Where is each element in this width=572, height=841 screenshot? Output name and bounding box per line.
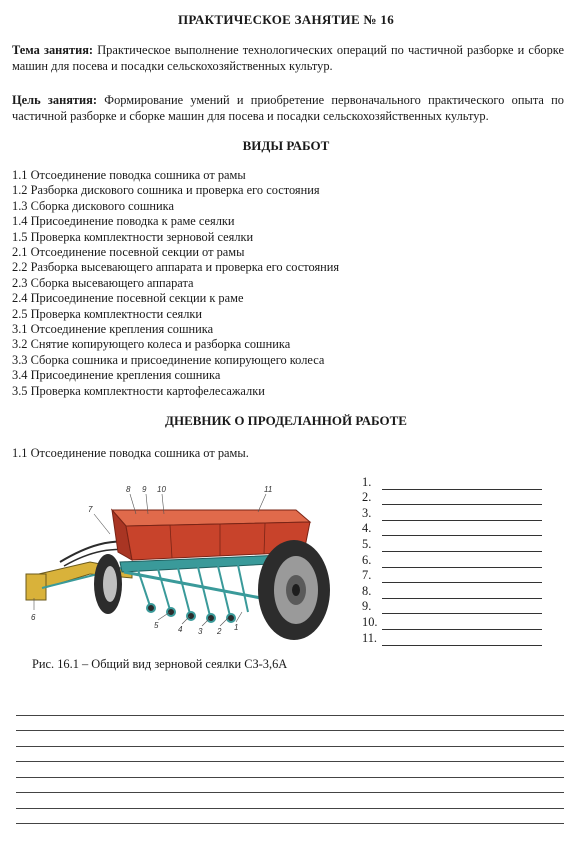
part-answer-line[interactable] — [382, 509, 542, 521]
list-item: 1.5 Проверка комплектности зерновой сеялки — [12, 229, 254, 244]
diary-heading: ДНЕВНИК О ПРОДЕЛАННОЙ РАБОТЕ — [165, 413, 407, 428]
list-item — [362, 583, 542, 599]
figure-callout: 1 — [234, 623, 239, 632]
writing-line[interactable] — [16, 731, 564, 747]
figure-callout: 7 — [88, 505, 93, 514]
diary-subheading: 1.1 Отсоединение поводка сошника от рамы. — [12, 446, 249, 460]
part-answer-line[interactable] — [382, 602, 542, 614]
part-number: 8. — [362, 583, 372, 598]
list-item — [362, 505, 542, 521]
list-item — [362, 568, 542, 584]
list-item: 3.3 Сборка сошника и присоединение копирующего колеса — [12, 352, 325, 367]
part-number: 2. — [362, 490, 372, 505]
list-item — [362, 536, 542, 552]
wheel-right — [258, 540, 330, 640]
list-item: 1.4 Присоединение поводка к раме сеялки — [12, 214, 235, 229]
wheel-left — [94, 554, 122, 614]
seeder-illustration — [20, 478, 340, 650]
list-item — [362, 630, 542, 646]
figure-callout: 9 — [142, 485, 147, 494]
part-number: 9. — [362, 599, 372, 614]
list-item: 3.5 Проверка комплектности картофелесажалки — [12, 383, 265, 398]
list-item — [362, 474, 542, 490]
figure-callout: 11 — [264, 485, 273, 494]
writing-line[interactable] — [16, 747, 564, 763]
part-answer-line[interactable] — [382, 478, 542, 490]
list-item: 1.2 Разборка дискового сошника и проверка его состояния — [12, 183, 320, 198]
part-answer-line[interactable] — [382, 540, 542, 552]
parts-list — [362, 474, 542, 646]
writing-line[interactable] — [16, 762, 564, 778]
part-number: 10. — [362, 614, 378, 629]
writing-line[interactable] — [16, 809, 564, 825]
list-item — [362, 490, 542, 506]
part-answer-line[interactable] — [382, 618, 542, 630]
part-answer-line[interactable] — [382, 587, 542, 599]
figure-callout: 4 — [178, 625, 183, 634]
list-item — [362, 614, 542, 630]
part-answer-line[interactable] — [382, 634, 542, 646]
writing-lines — [16, 700, 564, 824]
topic-label: Тема занятия: — [12, 43, 94, 57]
list-item: 2.4 Присоединение посевной секции к раме — [12, 291, 244, 306]
part-number: 7. — [362, 568, 372, 583]
part-answer-line[interactable] — [382, 556, 542, 568]
list-item: 2.3 Сборка высевающего аппарата — [12, 275, 194, 290]
part-number: 6. — [362, 552, 372, 567]
part-number: 1. — [362, 474, 372, 489]
list-item: 1.3 Сборка дискового сошника — [12, 198, 175, 213]
list-item: 2.1 Отсоединение посевной секции от рамы — [12, 245, 245, 260]
part-answer-line[interactable] — [382, 571, 542, 583]
figure-callout: 2 — [217, 627, 222, 636]
topic-text: Практическое выполнение технологических операций по частичной разборке и сборке машин для посева и посадки сельскохозяйственных культур. — [12, 43, 564, 73]
list-item: 3.2 Снятие копирующего колеса и разборка сошника — [12, 337, 291, 352]
figure-callout: 3 — [198, 627, 203, 636]
list-item: 3.4 Присоединение крепления сошника — [12, 368, 221, 383]
part-number: 3. — [362, 505, 372, 520]
writing-line[interactable] — [16, 700, 564, 716]
figure-callout: 8 — [126, 485, 131, 494]
figure-callout: 10 — [157, 485, 166, 494]
part-number: 4. — [362, 521, 372, 536]
writing-line[interactable] — [16, 793, 564, 809]
part-number: 5. — [362, 536, 372, 551]
list-item — [362, 521, 542, 537]
writing-line[interactable] — [16, 778, 564, 794]
list-item — [362, 599, 542, 615]
works-heading: ВИДЫ РАБОТ — [242, 138, 330, 153]
part-number: 11. — [362, 630, 378, 645]
list-item — [362, 552, 542, 568]
topic-paragraph — [12, 42, 564, 74]
list-item: 2.2 Разборка высевающего аппарата и проверка его состояния — [12, 260, 340, 275]
list-item: 1.1 Отсоединение поводка сошника от рамы — [12, 168, 246, 182]
works-list — [12, 168, 339, 399]
goal-label: Цель занятия: — [12, 93, 97, 107]
goal-text: Формирование умений и приобретение первоначального практического опыта по частичной разборке и сборке машин для посева и посадки сельскохозяйственных культур. — [12, 93, 564, 123]
figure-callout: 6 — [31, 613, 36, 622]
page-title: ПРАКТИЧЕСКОЕ ЗАНЯТИЕ № 16 — [178, 12, 394, 27]
part-answer-line[interactable] — [382, 493, 542, 505]
list-item: 2.5 Проверка комплектности сеялки — [12, 306, 203, 321]
goal-paragraph — [12, 92, 564, 124]
figure-caption: Рис. 16.1 – Общий вид зерновой сеялки СЗ-3,6А — [32, 657, 288, 671]
part-answer-line[interactable] — [382, 524, 542, 536]
list-item: 3.1 Отсоединение крепления сошника — [12, 322, 214, 337]
figure-callout: 5 — [154, 621, 159, 630]
writing-line[interactable] — [16, 716, 564, 732]
